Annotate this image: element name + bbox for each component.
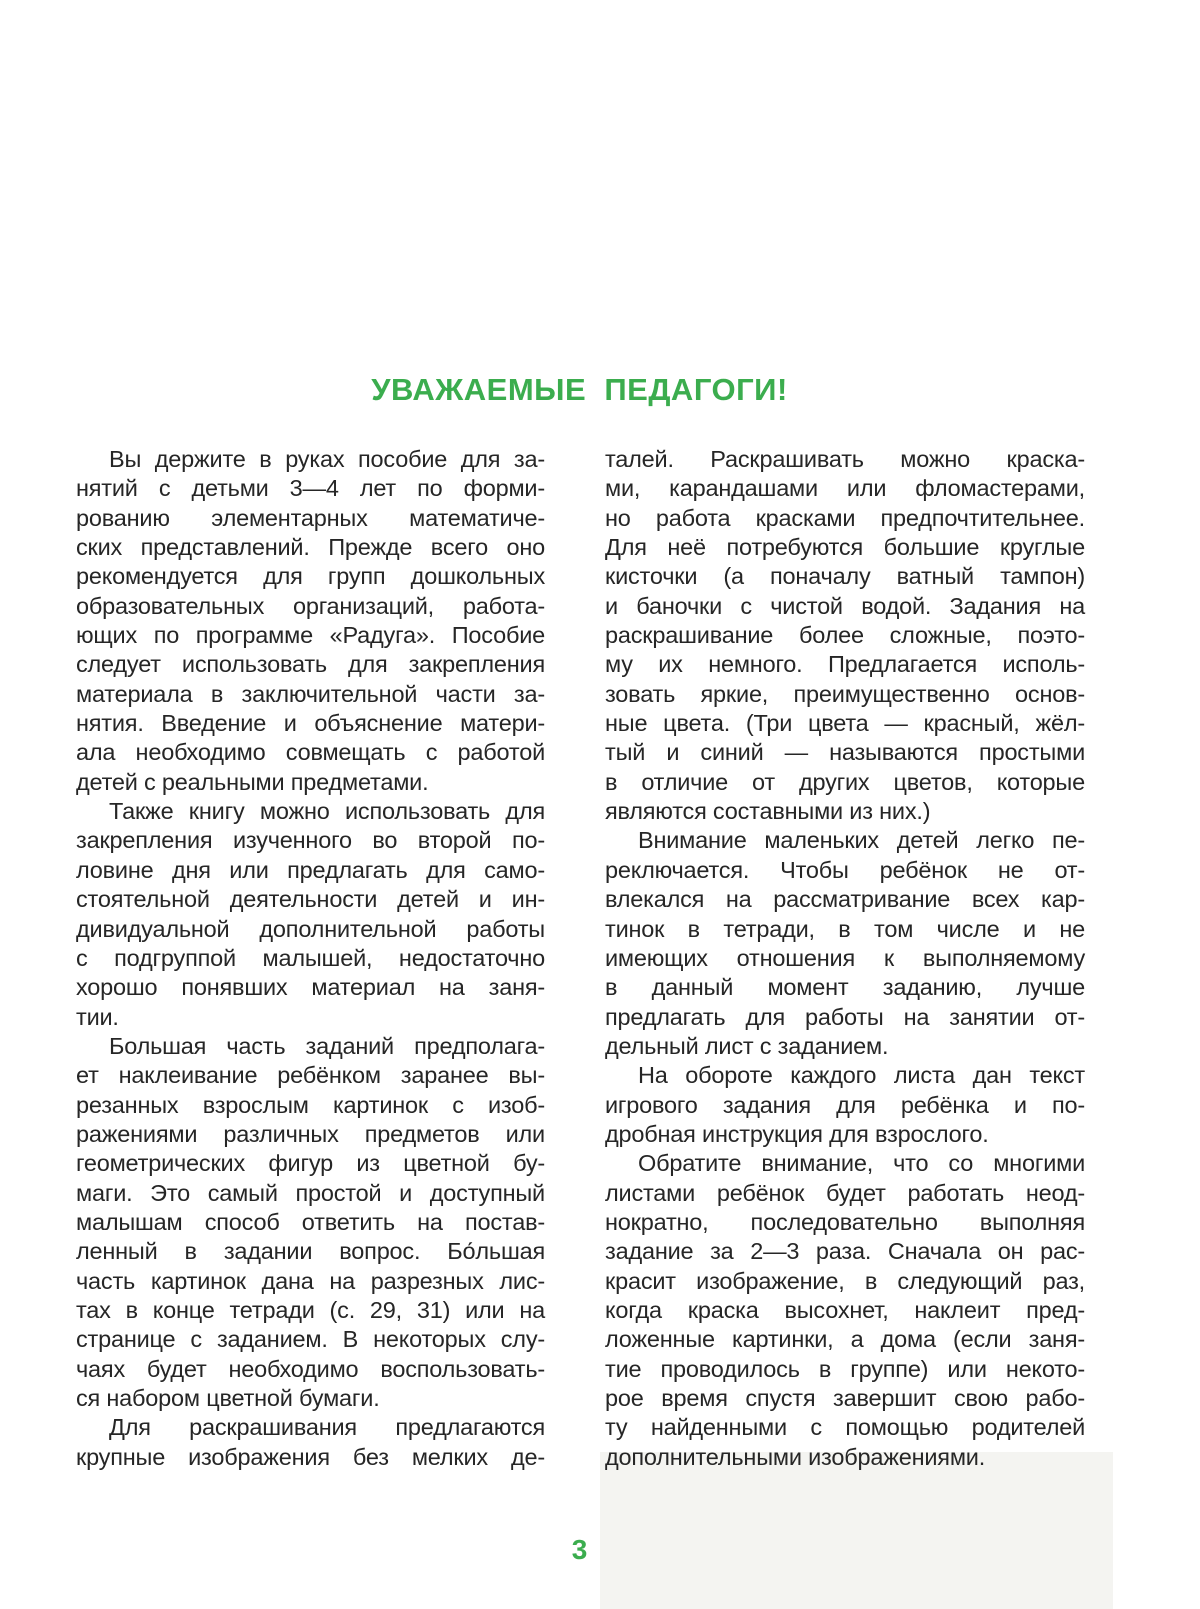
paragraph [605, 1149, 1085, 1472]
text-line: ми, карандашами или фломастерами, [605, 475, 1085, 502]
text-line: нятий с детьми 3—4 лет по форми- [76, 475, 545, 502]
text-line: часть картинок дана на разрезных лис- [76, 1267, 545, 1294]
text-line: ложенные картинки, а дома (если заня- [605, 1326, 1085, 1353]
text-line: ских представлений. Прежде всего оно [76, 534, 545, 561]
text-line: стоятельной деятельности детей и ин- [76, 886, 545, 913]
text-line: тинок в тетради, в том числе и не [605, 915, 1085, 942]
text-line: кисточки (а поначалу ватный тампон) [605, 563, 1085, 590]
paragraph [76, 1032, 545, 1413]
text-line: тах в конце тетради (с. 29, 31) или на [76, 1296, 545, 1323]
text-line: Вы держите в руках пособие для за- [109, 446, 545, 472]
text-line: и баночки с чистой водой. Задания на [605, 592, 1085, 619]
text-line: ражениями различных предметов или [76, 1120, 545, 1147]
text-line: влекался на рассматривание всех кар- [605, 886, 1085, 913]
text-line: листами ребёнок будет работать неод- [605, 1179, 1085, 1206]
text-line: дополнительными изображениями. [605, 1443, 986, 1470]
text-line: имеющих отношения к выполняемому [605, 944, 1085, 971]
text-line: закрепления изученного во второй по- [76, 827, 545, 854]
text-line: крупные изображения без мелких де- [76, 1443, 545, 1470]
text-line: раскрашивание более сложные, поэто- [605, 622, 1085, 649]
paragraph [605, 1061, 1085, 1149]
text-line: предлагать для работы на занятии от- [605, 1003, 1085, 1030]
text-line: малышам способ ответить на постав- [76, 1208, 545, 1235]
text-line: нократно, последовательно выполняя [605, 1208, 1085, 1235]
text-line: На обороте каждого листа дан текст [638, 1062, 1085, 1089]
text-line: Внимание маленьких детей легко пе- [638, 827, 1085, 854]
text-line: ленный в задании вопрос. Бо́льшая [76, 1238, 545, 1265]
text-line: рое время спустя завершит свою рабо- [605, 1385, 1085, 1411]
text-line: когда краска высохнет, наклеит пред- [605, 1296, 1085, 1323]
text-line: но работа красками предпочтительнее. [605, 504, 1085, 531]
text-line: Большая часть заданий предполага- [109, 1032, 545, 1059]
text-line: резанных взрослым картинок с изоб- [76, 1091, 545, 1118]
text-line: талей. Раскрашивать можно краска- [605, 446, 1085, 472]
text-line: образовательных организаций, работа- [76, 592, 545, 619]
text-line: ся набором цветной бумаги. [76, 1385, 380, 1411]
text-line: маги. Это самый простой и доступный [76, 1179, 545, 1206]
text-line: являются составными из них.) [605, 798, 931, 825]
paragraph [76, 445, 545, 797]
text-line: хорошо понявших материал на заня- [76, 974, 545, 1001]
text-line: ала необходимо совмещать с работой [76, 739, 545, 766]
text-line: нятия. Введение и объяснение матери- [76, 710, 545, 737]
text-line: дробная инструкция для взрослого. [605, 1120, 989, 1147]
text-line: материала в заключительной части за- [76, 680, 545, 707]
text-line: рекомендуется для групп дошкольных [76, 563, 545, 590]
page-title: УВАЖАЕМЫЕ ПЕДАГОГИ! [371, 372, 788, 407]
paragraph [76, 797, 545, 1032]
text-line: ет наклеивание ребёнком заранее вы- [76, 1062, 545, 1089]
text-line: задание за 2—3 раза. Сначала он рас- [605, 1238, 1085, 1265]
text-line: чаях будет необходимо воспользовать- [76, 1355, 545, 1382]
text-line: в отличие от других цветов, которые [605, 768, 1085, 795]
text-line: Для неё потребуются большие круглые [605, 534, 1085, 561]
text-line: дивидуальной дополнительной работы [76, 915, 545, 942]
text-line: Для раскрашивания предлагаются [109, 1414, 545, 1441]
paragraph [605, 826, 1085, 1061]
text-line: ющих по программе «Радуга». Пособие [76, 622, 545, 649]
text-line: тии. [76, 1003, 119, 1030]
text-column-right [605, 445, 1085, 1472]
text-line: зовать яркие, преимущественно основ- [605, 680, 1085, 707]
text-line: дельный лист с заданием. [605, 1032, 889, 1059]
text-line: реключается. Чтобы ребёнок не от- [605, 856, 1085, 883]
text-line: красит изображение, в следующий раз, [605, 1267, 1085, 1294]
text-line: рованию элементарных математиче- [76, 504, 545, 531]
text-line: с подгруппой малышей, недостаточно [76, 944, 545, 971]
paragraph [76, 1413, 545, 1472]
text-line: Также книгу можно использовать для [109, 798, 545, 825]
text-column-left [76, 445, 545, 1472]
text-line: ные цвета. (Три цвета — красный, жёл- [605, 710, 1085, 737]
text-line: ловине дня или предлагать для само- [76, 856, 545, 883]
page-number: 3 [571, 1534, 588, 1565]
text-line: ту найденными с помощью родителей [605, 1414, 1085, 1441]
text-line: тый и синий — называются простыми [605, 739, 1085, 766]
text-line: геометрических фигур из цветной бу- [76, 1150, 545, 1177]
text-line: му их немного. Предлагается исполь- [605, 651, 1085, 678]
text-line: в данный момент заданию, лучше [605, 974, 1085, 1001]
text-line: игрового задания для ребёнка и по- [605, 1091, 1085, 1118]
paragraph [605, 445, 1085, 826]
text-line: детей с реальными предметами. [76, 768, 429, 795]
text-line: тие проводилось в группе) или некото- [605, 1355, 1085, 1382]
text-line: следует использовать для закрепления [76, 651, 545, 678]
scan-shading [600, 1452, 1113, 1609]
text-line: Обратите внимание, что со многими [638, 1150, 1085, 1177]
text-line: странице с заданием. В некоторых слу- [76, 1326, 545, 1353]
